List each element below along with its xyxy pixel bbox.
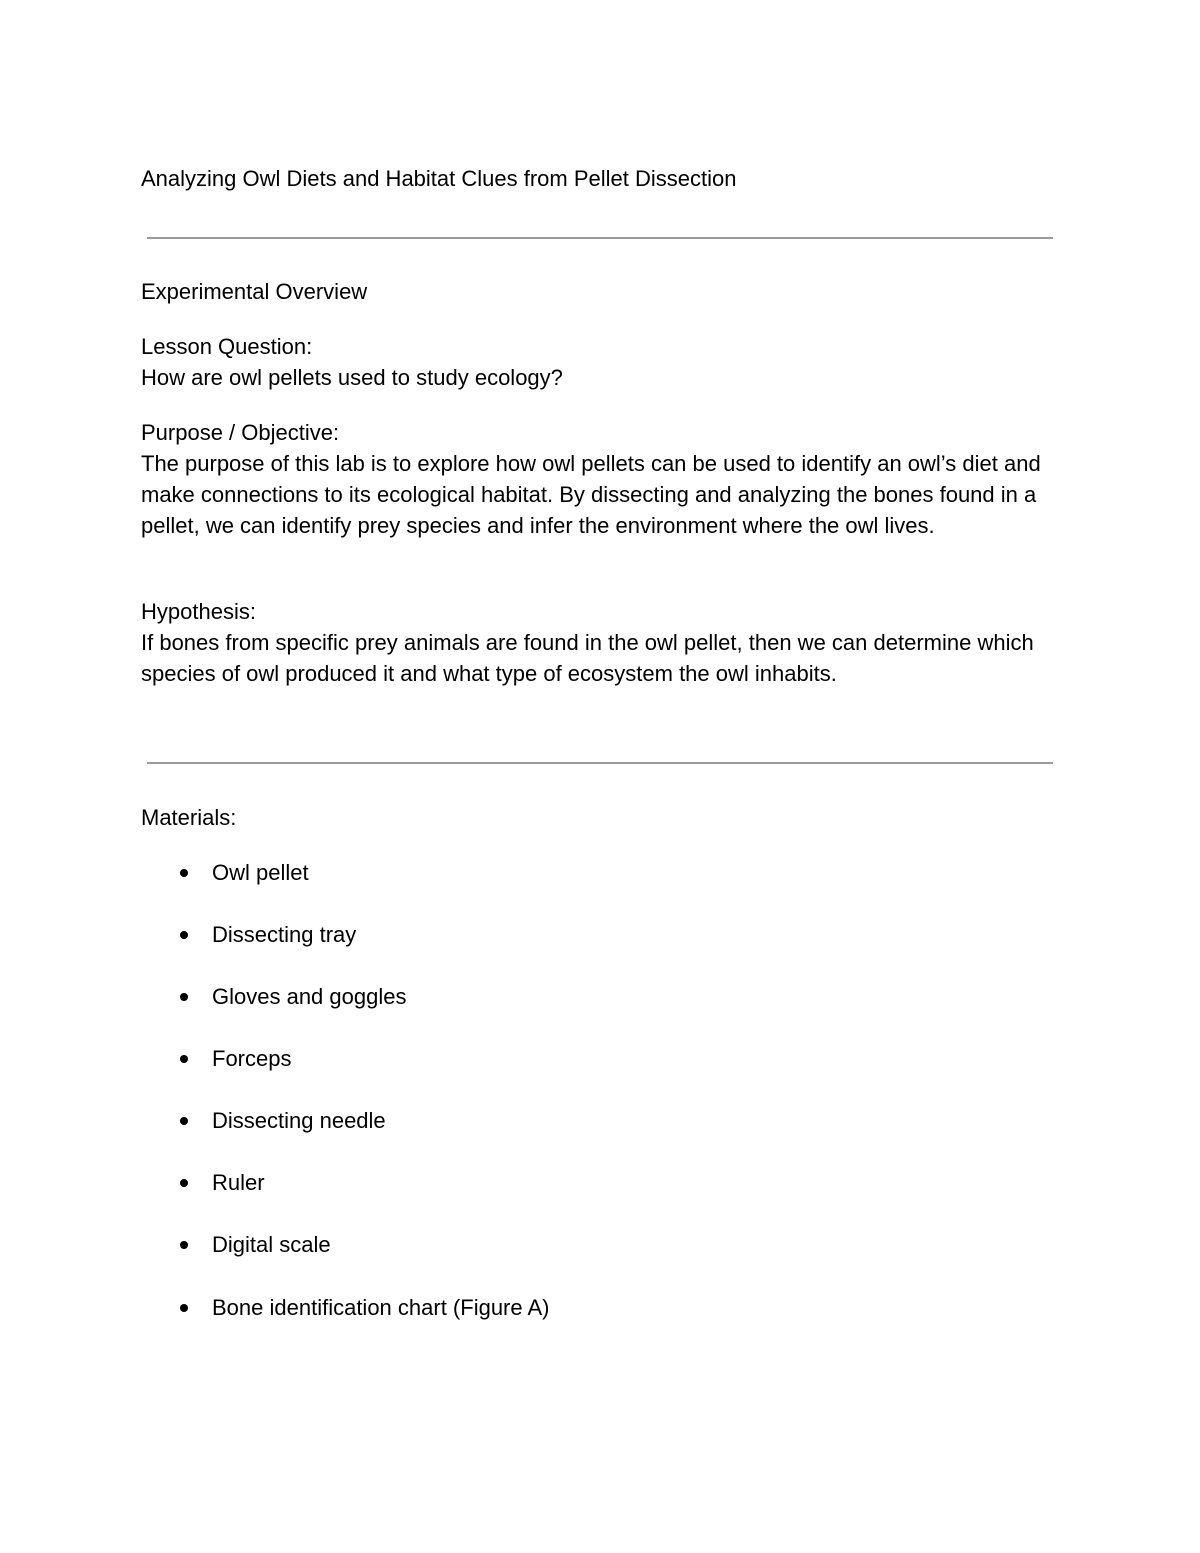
- bullet-icon: [180, 1055, 188, 1063]
- material-label: Forceps: [212, 1046, 292, 1071]
- material-label: Ruler: [212, 1170, 265, 1195]
- material-label: Digital scale: [212, 1232, 331, 1257]
- material-label: Dissecting needle: [212, 1108, 386, 1133]
- materials-label: Materials:: [141, 805, 237, 830]
- section-divider-top: [147, 237, 1053, 239]
- material-label: Owl pellet: [212, 860, 309, 885]
- material-label: Bone identification chart (Figure A): [212, 1295, 550, 1320]
- document-title: Analyzing Owl Diets and Habitat Clues from Pellet Dissection: [141, 166, 737, 191]
- lesson-question-text: How are owl pellets used to study ecology?: [141, 365, 563, 390]
- bullet-icon: [180, 1117, 188, 1125]
- bullet-icon: [180, 869, 188, 877]
- overview-heading: Experimental Overview: [141, 279, 368, 304]
- hypothesis-text: If bones from specific prey animals are found in the owl pellet, then we can determine which species of owl produced it and what type of ecosystem the owl inhabits.: [141, 630, 1034, 686]
- material-label: Dissecting tray: [212, 922, 357, 947]
- bullet-icon: [180, 1179, 188, 1187]
- bullet-icon: [180, 1304, 188, 1312]
- bullet-icon: [180, 993, 188, 1001]
- material-label: Gloves and goggles: [212, 984, 407, 1009]
- bullet-icon: [180, 1241, 188, 1249]
- bullet-icon: [180, 931, 188, 939]
- purpose-text: The purpose of this lab is to explore how owl pellets can be used to identify an owl’s diet and make connections to its ecological habitat. By dissecting and analyzing the bones found in a pellet, we can identify prey species and infer the environment where the owl lives.: [141, 451, 1041, 538]
- section-divider-bottom: [147, 762, 1053, 764]
- hypothesis-label: Hypothesis:: [141, 599, 256, 624]
- purpose-label: Purpose / Objective:: [141, 420, 340, 445]
- lesson-question-label: Lesson Question:: [141, 334, 313, 359]
